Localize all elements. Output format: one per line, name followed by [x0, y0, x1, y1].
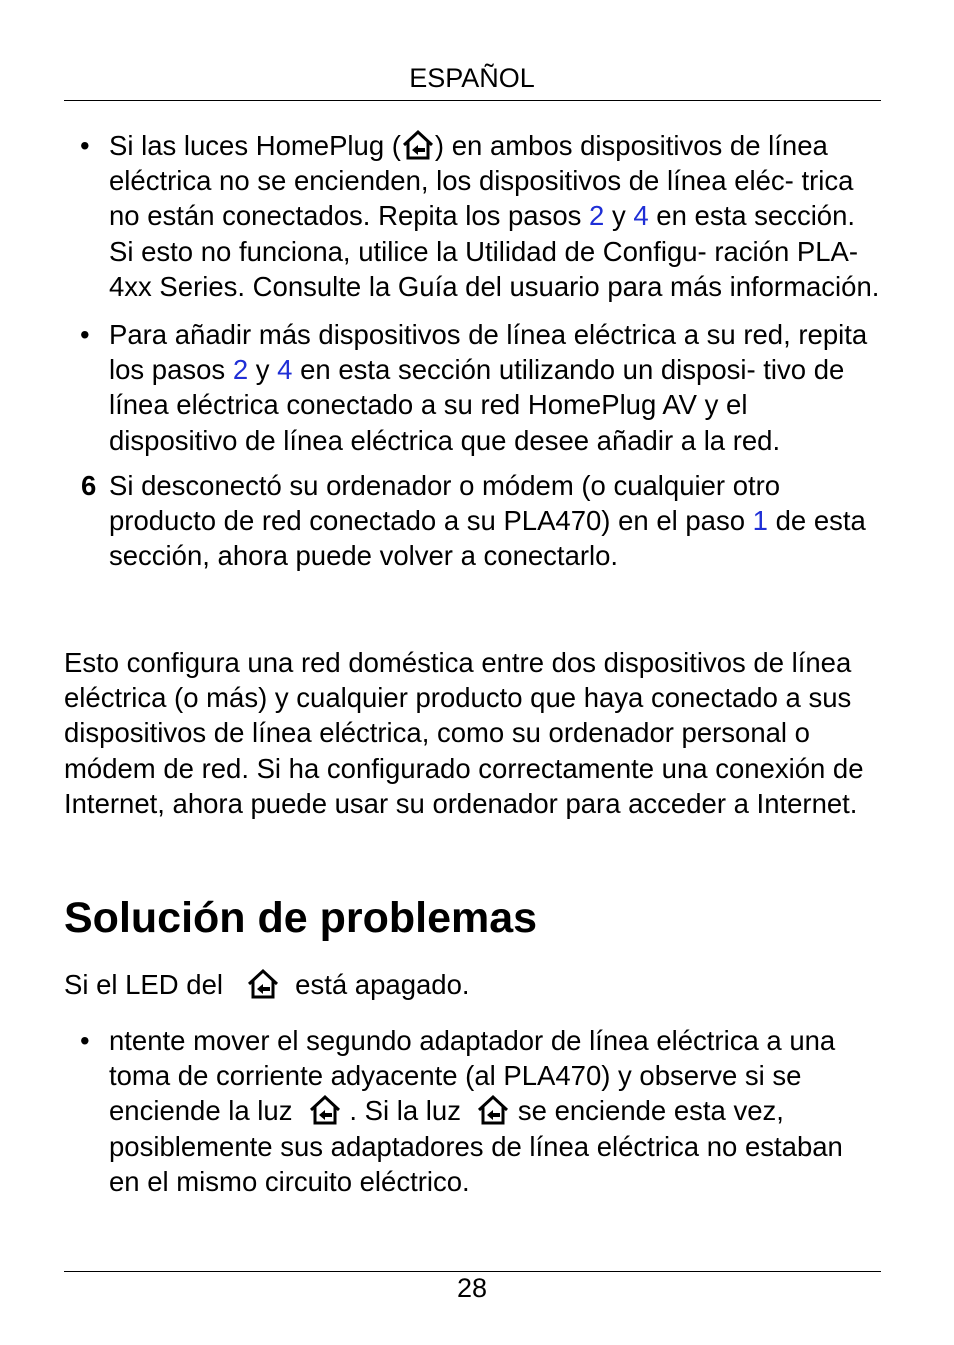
led-condition-line [64, 967, 880, 1002]
led-line-text: está apagado. [287, 969, 470, 1000]
step-link-4[interactable]: 4 [633, 200, 649, 232]
item-text: ) en ambos dispositivos de línea eléctrica no se encienden, los dispositivos de línea eléc- trica no están conectados. Repita los pasos [109, 130, 854, 232]
item-text: de esta sección, ahora puede volver a conectarlo. [109, 505, 866, 572]
bullet-marker: • [80, 130, 90, 161]
item-text: ntente mover el segundo adaptador de línea eléctrica a una toma de corriente adyacente (al PLA470) y observe si se enciende la luz [109, 1025, 836, 1127]
item-text: Si desconectó su ordenador o módem (o cualquier otro producto de red conectado a su PLA470) en el paso [109, 469, 781, 537]
step-number: 6 [81, 469, 97, 501]
homeplug-house-icon [476, 1094, 510, 1126]
step-link-2[interactable]: 2 [589, 200, 605, 232]
header-divider [64, 100, 881, 101]
homeplug-house-icon [246, 968, 280, 1000]
item-text: Para añadir más dispositivos de línea eléctrica a su red, repita los pasos [109, 319, 868, 386]
bullet-marker: • [80, 319, 90, 351]
step-link-4[interactable]: 4 [277, 354, 293, 386]
homeplug-house-icon [308, 1094, 342, 1126]
item-text: . Si la luz [341, 1095, 469, 1127]
item-text: y [248, 354, 278, 386]
instruction-list [64, 128, 880, 573]
section-title: Solución de problemas [64, 894, 538, 942]
list-item [64, 128, 880, 304]
list-item [64, 1023, 880, 1199]
item-text: en esta sección. Si esto no funciona, utilice la Utilidad de Configu- ración PLA-4xx Series. Consulte la Guía del usuario para más información. [109, 200, 880, 302]
homeplug-house-icon [401, 129, 435, 161]
led-line-text: Si el LED del [64, 969, 231, 1000]
item-text: Si las luces HomePlug ( [109, 130, 401, 161]
summary-paragraph: Esto configura una red doméstica entre dos dispositivos de línea eléctrica (o más) y cualquier producto que haya conectado a sus dispositivos de línea eléctrica, como su ordenador personal o módem de red. Si ha configurado correctamente una conexión de Internet, ahora puede usar su ordenador para acceder a Internet. [64, 647, 864, 819]
header-language-label: ESPAÑOL [409, 63, 535, 93]
step-link-1[interactable]: 1 [752, 505, 768, 537]
troubleshooting-list [64, 1023, 880, 1199]
item-text: en esta sección utilizando un disposi- tivo de línea eléctrica conectado a su red HomePlug AV y el dispositivo de línea eléctrica que desee añadir a la red. [109, 354, 845, 456]
page-number: 28 [456, 1273, 488, 1303]
step-link-2[interactable]: 2 [232, 354, 249, 386]
item-text: se enciende esta vez, posiblemente sus adaptadores de línea eléctrica no estaban en el mismo circuito eléctrico. [109, 1095, 843, 1197]
list-item [64, 468, 880, 574]
item-text: y [604, 200, 634, 232]
list-item [64, 317, 880, 458]
bullet-marker: • [80, 1025, 90, 1056]
